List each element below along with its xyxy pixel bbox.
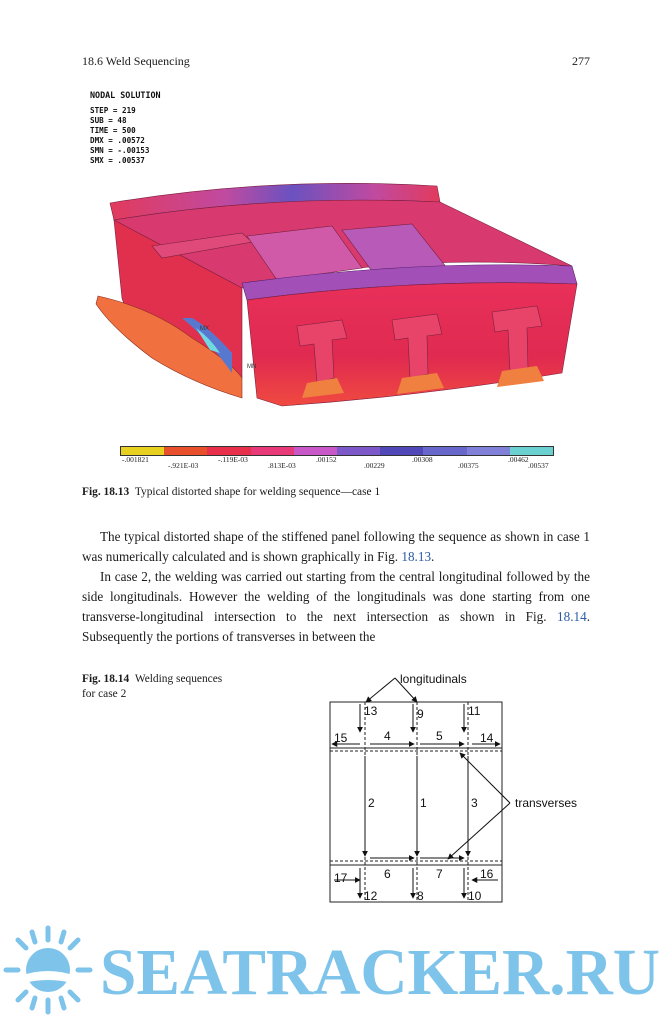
weld-number: 7: [436, 867, 443, 881]
weld-number: 6: [384, 867, 391, 881]
legend-color-segment: [337, 447, 380, 455]
watermark-text: SEATRACKER.RU: [100, 936, 660, 1009]
transverses-pointer: [448, 803, 510, 859]
legend-color-bar: [120, 446, 554, 456]
legend-label: .00152: [316, 455, 337, 464]
figure-13-label: Fig. 18.13: [82, 486, 130, 498]
figure-ref-link[interactable]: 18.14: [557, 609, 587, 624]
body-text: [82, 527, 590, 647]
paragraph: [82, 567, 590, 647]
legend-label: -.119E-03: [218, 455, 248, 464]
ansys-time: TIME = 500: [90, 126, 136, 135]
mn-marker: MN: [247, 364, 257, 370]
paragraph-text: The typical distorted shape of the stiffened panel following the sequence as shown in case 1 was numerically calculated and is shown graphically in Fig.: [82, 529, 590, 564]
paragraph-text: .: [431, 549, 435, 564]
figure-ref-link[interactable]: 18.13: [401, 549, 432, 564]
longitudinals-label: longitudinals: [400, 672, 467, 686]
legend-label: .813E-03: [268, 461, 296, 470]
legend-color-segment: [423, 447, 466, 455]
weld-number: 13: [364, 704, 378, 718]
ansys-dmx: DMX = .00572: [90, 136, 145, 145]
figure-13-caption: [82, 486, 380, 498]
legend-color-segment: [294, 447, 337, 455]
weld-number: 11: [468, 704, 481, 718]
weld-number: 14: [480, 731, 494, 745]
legend-label: -.001821: [122, 455, 149, 464]
legend-label: .00375: [458, 461, 479, 470]
legend-color-segment: [251, 447, 294, 455]
ansys-title: NODAL SOLUTION: [90, 90, 161, 100]
ansys-step: STEP = 219: [90, 106, 136, 115]
sun-logo-icon: [6, 928, 90, 1012]
legend-color-segment: [467, 447, 510, 455]
legend-color-segment: [207, 447, 250, 455]
legend-color-segment: [164, 447, 207, 455]
weld-number: 2: [368, 796, 375, 810]
weld-number: 16: [480, 867, 494, 881]
weld-number: 15: [334, 731, 348, 745]
paragraph: [82, 527, 590, 567]
ansys-sub: SUB = 48: [90, 116, 127, 125]
mx-marker: MX: [200, 326, 209, 332]
fe-distorted-panel-model: [92, 178, 587, 423]
ansys-smx: SMX = .00537: [90, 156, 145, 165]
ansys-smn: SMN = -.00153: [90, 146, 150, 155]
weld-number: 9: [417, 707, 424, 721]
figure-14-text: Welding sequences for case 2: [82, 673, 223, 700]
paragraph-text: . Subsequently the portions of transverses in between the: [82, 609, 590, 644]
weld-number: 17: [334, 871, 348, 885]
page-number: 277: [572, 54, 590, 68]
legend-color-segment: [121, 447, 164, 455]
weld-number: 8: [417, 889, 424, 903]
weld-number: 12: [364, 889, 378, 903]
paragraph-text: In case 2, the welding was carried out starting from the central longitudinal followed by the side longitudinals. However the welding of the longitudinals was done starting from one transverse-longitudinal intersection to the next intersection as shown in Fig.: [82, 569, 590, 624]
transverses-label: transverses: [515, 796, 578, 810]
figure-14-caption: [82, 672, 232, 702]
legend-color-segment: [380, 447, 423, 455]
legend-label: .00229: [364, 461, 385, 470]
weld-number: 5: [436, 729, 443, 743]
legend-label: .00308: [412, 455, 433, 464]
weld-sequence-diagram: [320, 668, 620, 908]
legend-label: .00537: [528, 461, 549, 470]
legend-label: .00462: [508, 455, 529, 464]
ansys-solution-info: [90, 90, 161, 166]
contour-legend: [120, 442, 560, 476]
legend-label: -.921E-03: [168, 461, 199, 470]
figure-14-label: Fig. 18.14: [82, 673, 130, 685]
weld-number: 1: [420, 796, 427, 810]
section-title: 18.6 Weld Sequencing: [82, 54, 190, 68]
weld-number: 4: [384, 729, 391, 743]
weld-number: 3: [471, 796, 478, 810]
longitudinals-pointer: [366, 678, 395, 702]
watermark: [0, 918, 671, 1018]
legend-color-segment: [510, 447, 553, 455]
figure-13-text: Typical distorted shape for welding sequence—case 1: [134, 486, 381, 498]
weld-number: 10: [468, 889, 482, 903]
